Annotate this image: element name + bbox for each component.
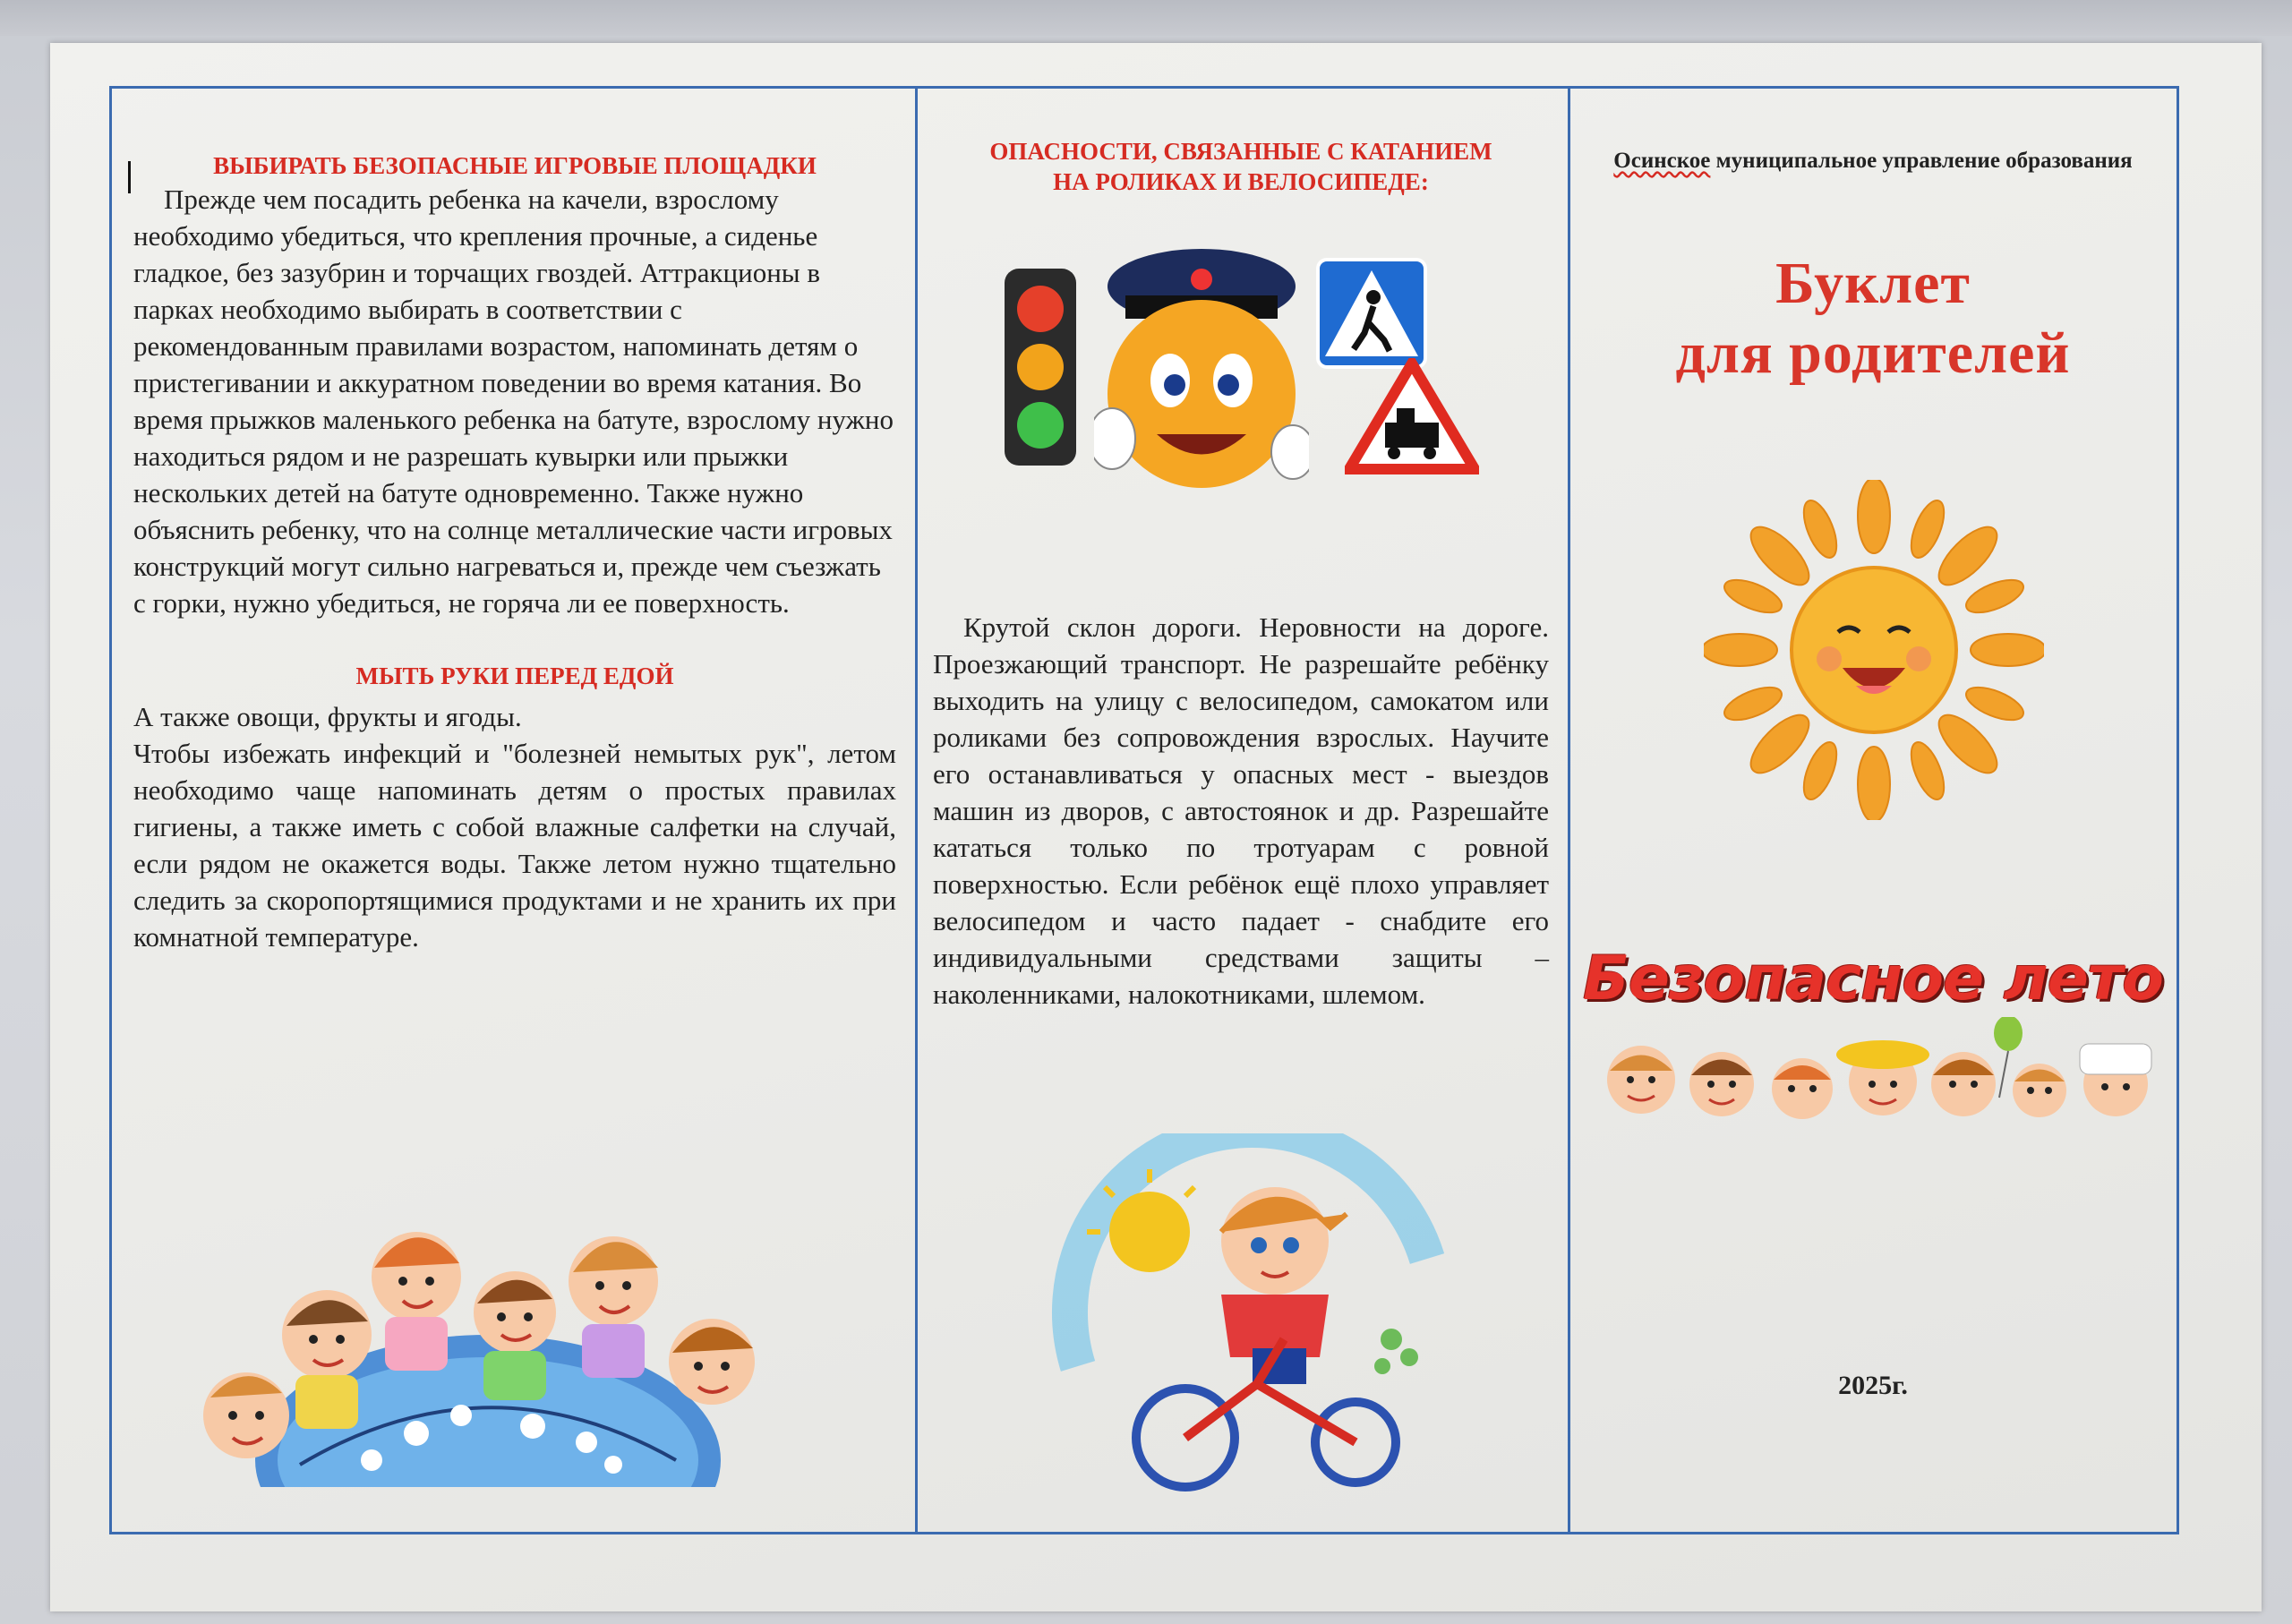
document-page [50,43,2262,1611]
window-top-strip [0,0,2292,36]
kids-faces-illustration [1578,1017,2169,1133]
smiley-police-icon [1094,233,1309,501]
organization-first-word: Осинское [1613,149,1711,173]
booklet-title-line2: для родителей [1675,321,2071,386]
paragraph-vegetables: А также овощи, фрукты и ягоды. [133,701,522,732]
text-cursor [128,161,131,193]
heading-playgrounds: ВЫБИРАТЬ БЕЗОПАСНЫЕ ИГРОВЫЕ ПЛОЩАДКИ [213,152,817,179]
railway-warning-sign-icon [1345,358,1479,474]
safe-summer-banner: Безопасное лето [1583,944,2163,1014]
girl-bicycle-illustration [1051,1133,1463,1509]
traffic-light-icon [987,269,1094,474]
left-column[interactable] [112,86,912,1534]
year-label: 2025г. [1838,1371,1908,1400]
right-column[interactable] [1569,86,2177,1534]
paragraph-dangers: Крутой склон дороги. Неровности на дороге. Проезжающий транспорт. Не разрешайте ребёнку выходить на улицу с велосипедом, самокатом или роликами без сопровождения взрослых. Научите его останавливаться у опасных мест - выездов машин из дворов, с автостоянок и др. Разрешайте кататься только по тротуарам с ровной поверхностью. Если ребёнок ещё плохо управляет велосипедом и часто падает - снабдите его индивидуальными средствами защиты – наколенниками, налокотниками, шлемом. [933,611,1549,1010]
organization-rest: муниципальное управление образования [1710,149,2133,173]
heading-wash-hands: МЫТЬ РУКИ ПЕРЕД ЕДОЙ [355,662,674,689]
traffic-clipart [933,233,1549,519]
organization-name [1580,149,2166,174]
middle-column[interactable] [917,86,1565,1534]
heading-dangers: ОПАСНОСТИ, СВЯЗАННЫЕ С КАТАНИЕМ НА РОЛИКАХ И ВЕЛОСИПЕДЕ: [989,138,1492,195]
booklet-title-line1: Буклет [1775,251,1971,316]
paragraph-hygiene: Чтобы избежать инфекций и "болезней немытых рук", летом необходимо чаще напоминать детям о простых правилах гигиены, а также иметь с собой влажные салфетки на случай, если рядом не окажется воды. Также летом нужно тщательно следить за скоропортящимися продуктами и не хранить их при комнатной температуре. [133,738,896,953]
paragraph-playgrounds: Прежде чем посадить ребенка на качели, взрослому необходимо убедиться, что крепления прочные, а сиденье гладкое, без зазубрин и торчащих гвоздей. Аттракционы в парках необходимо выбирать в соответствии с рекомендованным правилами возрастом, напоминать детям о пристегивании и аккуратном поведении во время катания. Во время прыжков маленького ребенка на батуте, взрослому нужно находиться рядом и не разрешать кувырки или прыжки нескольких детей на батуте одновременно. Также нужно объяснить ребенку, что на солнце металлические части игровых конструкций могут сильно нагреваться и, прежде чем съезжать с горки, нужно убедиться, не горяча ли ее поверхность. [133,184,894,619]
sun-icon [1704,480,2044,820]
children-globe-illustration [192,1192,819,1487]
